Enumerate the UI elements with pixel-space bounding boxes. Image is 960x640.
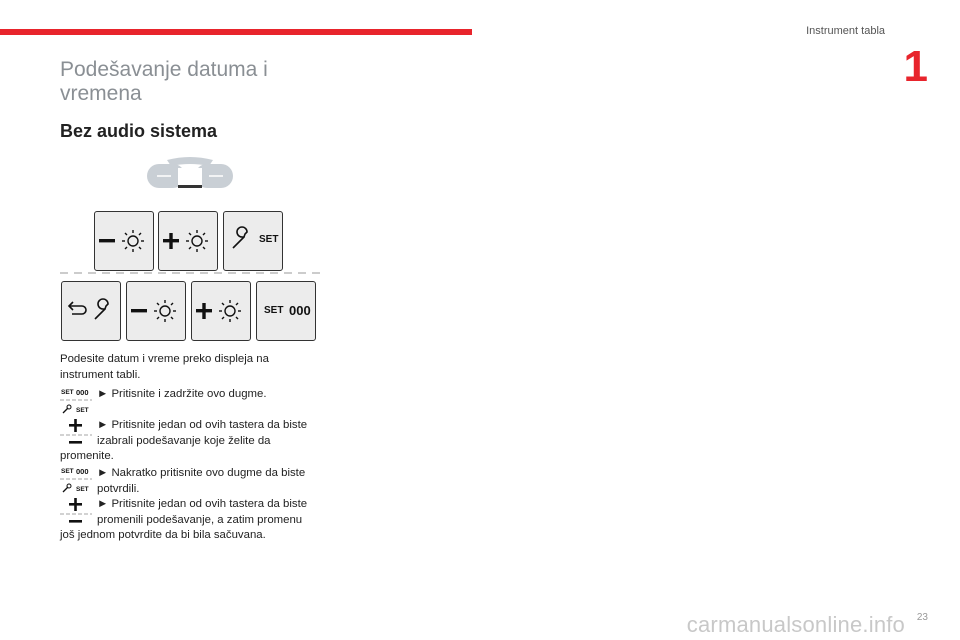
value-minus-key bbox=[126, 281, 186, 341]
section-subtitle: Bez audio sistema bbox=[60, 121, 218, 141]
dashboard-icon bbox=[145, 156, 235, 194]
zeros-label: 000 bbox=[76, 467, 89, 476]
set-000-small-icon bbox=[60, 466, 92, 498]
minus-sun-icon bbox=[127, 282, 185, 340]
step3-line2: potvrdili. bbox=[97, 482, 140, 495]
step2-line2: izabrali podešavanje koje želite da bbox=[97, 434, 271, 447]
zeros-label: 000 bbox=[76, 388, 89, 397]
chapter-number: 1 bbox=[903, 42, 928, 91]
set-label: SET bbox=[259, 234, 279, 245]
section-header: Instrument tabla bbox=[806, 25, 885, 37]
set-label: SET bbox=[61, 468, 74, 475]
step4-line3: još jednom potvrdite da bi bila sačuvana. bbox=[60, 529, 266, 541]
step2-line1: ► Pritisnite jedan od ovih tastera da biste bbox=[97, 419, 308, 431]
plus-sun-icon bbox=[159, 212, 217, 270]
brightness-minus-key bbox=[94, 211, 154, 271]
watermark: carmanualsonline.info bbox=[686, 612, 905, 637]
wrench-set-key bbox=[223, 211, 283, 271]
step4-line2: promenili podešavanje, a zatim promenu bbox=[97, 513, 303, 526]
dashed-divider bbox=[60, 270, 320, 276]
back-arrow-icon bbox=[62, 282, 120, 340]
step3-line1: ► Nakratko pritisnite ovo dugme da biste bbox=[97, 467, 306, 479]
plus-minus-small-icon bbox=[60, 418, 92, 448]
set-label: SET bbox=[264, 305, 284, 316]
brightness-plus-key bbox=[158, 211, 218, 271]
step2-line3: promenite. bbox=[60, 450, 114, 462]
set-000-small-icon bbox=[60, 387, 92, 419]
set-label: SET bbox=[76, 486, 89, 493]
set-000-key bbox=[256, 281, 316, 341]
value-plus-key bbox=[191, 281, 251, 341]
header-red-bar bbox=[0, 29, 472, 35]
step1-text: ► Pritisnite i zadržite ovo dugme. bbox=[97, 388, 267, 400]
page-number: 23 bbox=[916, 612, 928, 623]
zeros-label: 000 bbox=[289, 303, 311, 318]
set-label: SET bbox=[76, 407, 89, 414]
back-wrench-key bbox=[61, 281, 121, 341]
page-title: Podešavanje datuma i vremena bbox=[60, 58, 268, 105]
minus-sun-icon bbox=[95, 212, 153, 270]
intro-text: Podesite datum i vreme preko displeja na instrument tabli. bbox=[60, 353, 269, 381]
set-label: SET bbox=[61, 389, 74, 396]
plus-sun-icon bbox=[192, 282, 250, 340]
step4-line1: ► Pritisnite jedan od ovih tastera da biste bbox=[97, 498, 308, 510]
plus-minus-small-icon bbox=[60, 497, 92, 527]
